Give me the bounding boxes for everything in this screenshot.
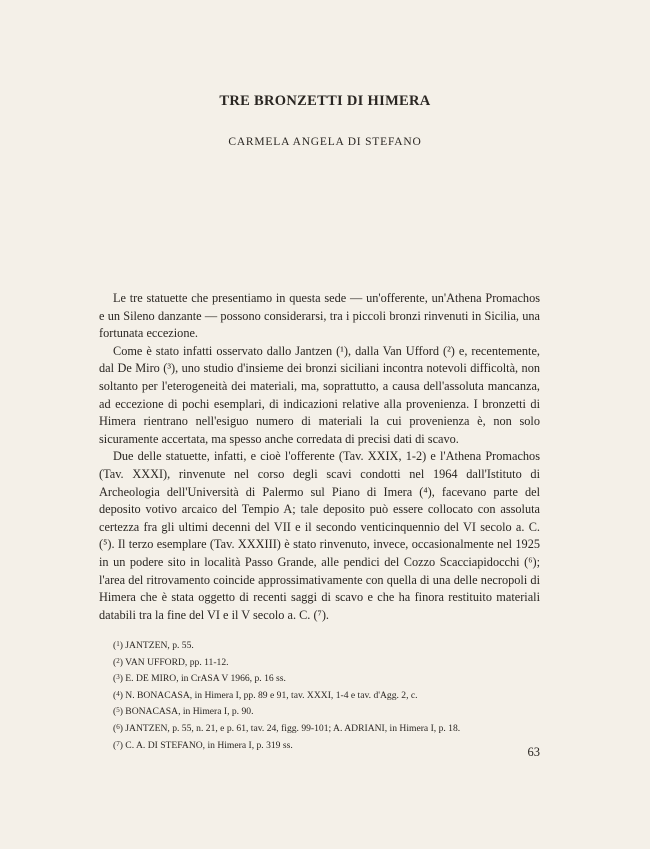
article-body [99, 290, 540, 624]
footnote: ($^1$) JANTZEN, p. 55. [113, 640, 194, 651]
body-paragraph: Due delle statuette, infatti, e cioè l'offerente (Tav. XXIX, 1-2) e l'Athena Promachos (Tav. XXXI), rinvenute nel corso degli scavi condotti nel 1964 dall'Istituto di Archeologia dell'Università di Palermo sul Piano di Imera (⁴), facevano parte del deposito votivo arcaico del Tempio A; tale deposito può essere collocato con assoluta certezza fra gli ultimi decenni del VII e il secondo venticinquennio del VI secolo a. C. (⁵). Il terzo esemplare (Tav. XXXIII) è stato rinvenuto, invece, occasionalmente nel 1925 in un podere sito in località Passo Grande, alle pendici del Cozzo Scacciapidocchi (⁶); l'area del ritrovamento coincide approssimativamente con quella di una delle necropoli di Himera che è stata oggetto di recenti saggi di scavo e che ha finora restituito materiali databili tra la fine del VI e il V secolo a. C. (⁷). [99, 449, 540, 622]
footnote-text: C. A. DI STEFANO, in Himera I, p. 319 ss. [125, 739, 293, 751]
footnote-mark: 3 [116, 673, 120, 682]
footnote: ($^3$) E. DE MIRO, in CrASA V 1966, p. 16 ss. [113, 673, 286, 685]
footnote-text: N. BONACASA, in Himera I, pp. 89 e 91, tav. XXXI, 1-4 e tav. d'Agg. 2, c. [125, 689, 418, 701]
footnote-text: JANTZEN, p. 55, n. 21, e p. 61, tav. 24, figg. 99-101; A. ADRIANI, in Himera I, p. 18. [125, 722, 461, 734]
footnote-mark: 6 [116, 722, 120, 731]
footnote: ($^5$) BONACASA, in Himera I, p. 90. [113, 706, 254, 718]
article-title: TRE BRONZETTI DI HIMERA [219, 93, 431, 109]
footnote-mark: 2 [116, 656, 120, 665]
footnote: ($^4$) N. BONACASA, in Himera I, pp. 89 e 91, tav. XXXI, 1-4 e tav. d'Agg. 2, c. [113, 689, 418, 701]
footnotes [113, 637, 543, 753]
footnote: ($^2$) VAN UFFORD, pp. 11-12. [113, 656, 229, 668]
body-paragraph: Come è stato infatti osservato dallo Jantzen (¹), dalla Van Ufford (²) e, recentemente, dal De Miro (³), uno studio d'insieme dei bronzi siciliani incontra notevoli difficoltà, non soltanto per l'eterogeneità dei materiali, ma, soprattutto, a causa dell'assoluta mancanza, ad eccezione di pochi esemplari, di indicazioni relative alla provenienza. I bronzetti di Himera rientrano nell'esiguo numero di materiali la cui provenienza è, non solo sicuramente accertata, ma spesso anche corredata di precisi dati di scavo. [99, 343, 540, 446]
footnote-text: BONACASA, in Himera I, p. 90. [125, 706, 254, 718]
footnote-mark: 4 [116, 689, 120, 698]
footnote: ($^6$) JANTZEN, p. 55, n. 21, e p. 61, tav. 24, figg. 99-101; A. ADRIANI, in Himera I, p. 18. [113, 722, 461, 734]
footnote-mark: 7 [116, 739, 120, 748]
footnote: ($^7$) C. A. DI STEFANO, in Himera I, p. 319 ss. [113, 739, 293, 751]
footnote-text: JANTZEN, p. 55. [125, 640, 194, 651]
article-author: CARMELA ANGELA DI STEFANO [228, 136, 422, 148]
page-number: 63 [527, 745, 540, 759]
footnote-mark: 5 [116, 706, 120, 715]
body-paragraph: Le tre statuette che presentiamo in questa sede — un'offerente, un'Athena Promachos e un Sileno danzante — possono considerarsi, tra i piccoli bronzi rinvenuti in Sicilia, una fortunata eccezione. [99, 291, 540, 341]
footnote-mark: 1 [116, 640, 120, 648]
footnote-text: VAN UFFORD, pp. 11-12. [125, 656, 229, 668]
footnote-text: E. DE MIRO, in CrASA V 1966, p. 16 ss. [125, 673, 286, 685]
